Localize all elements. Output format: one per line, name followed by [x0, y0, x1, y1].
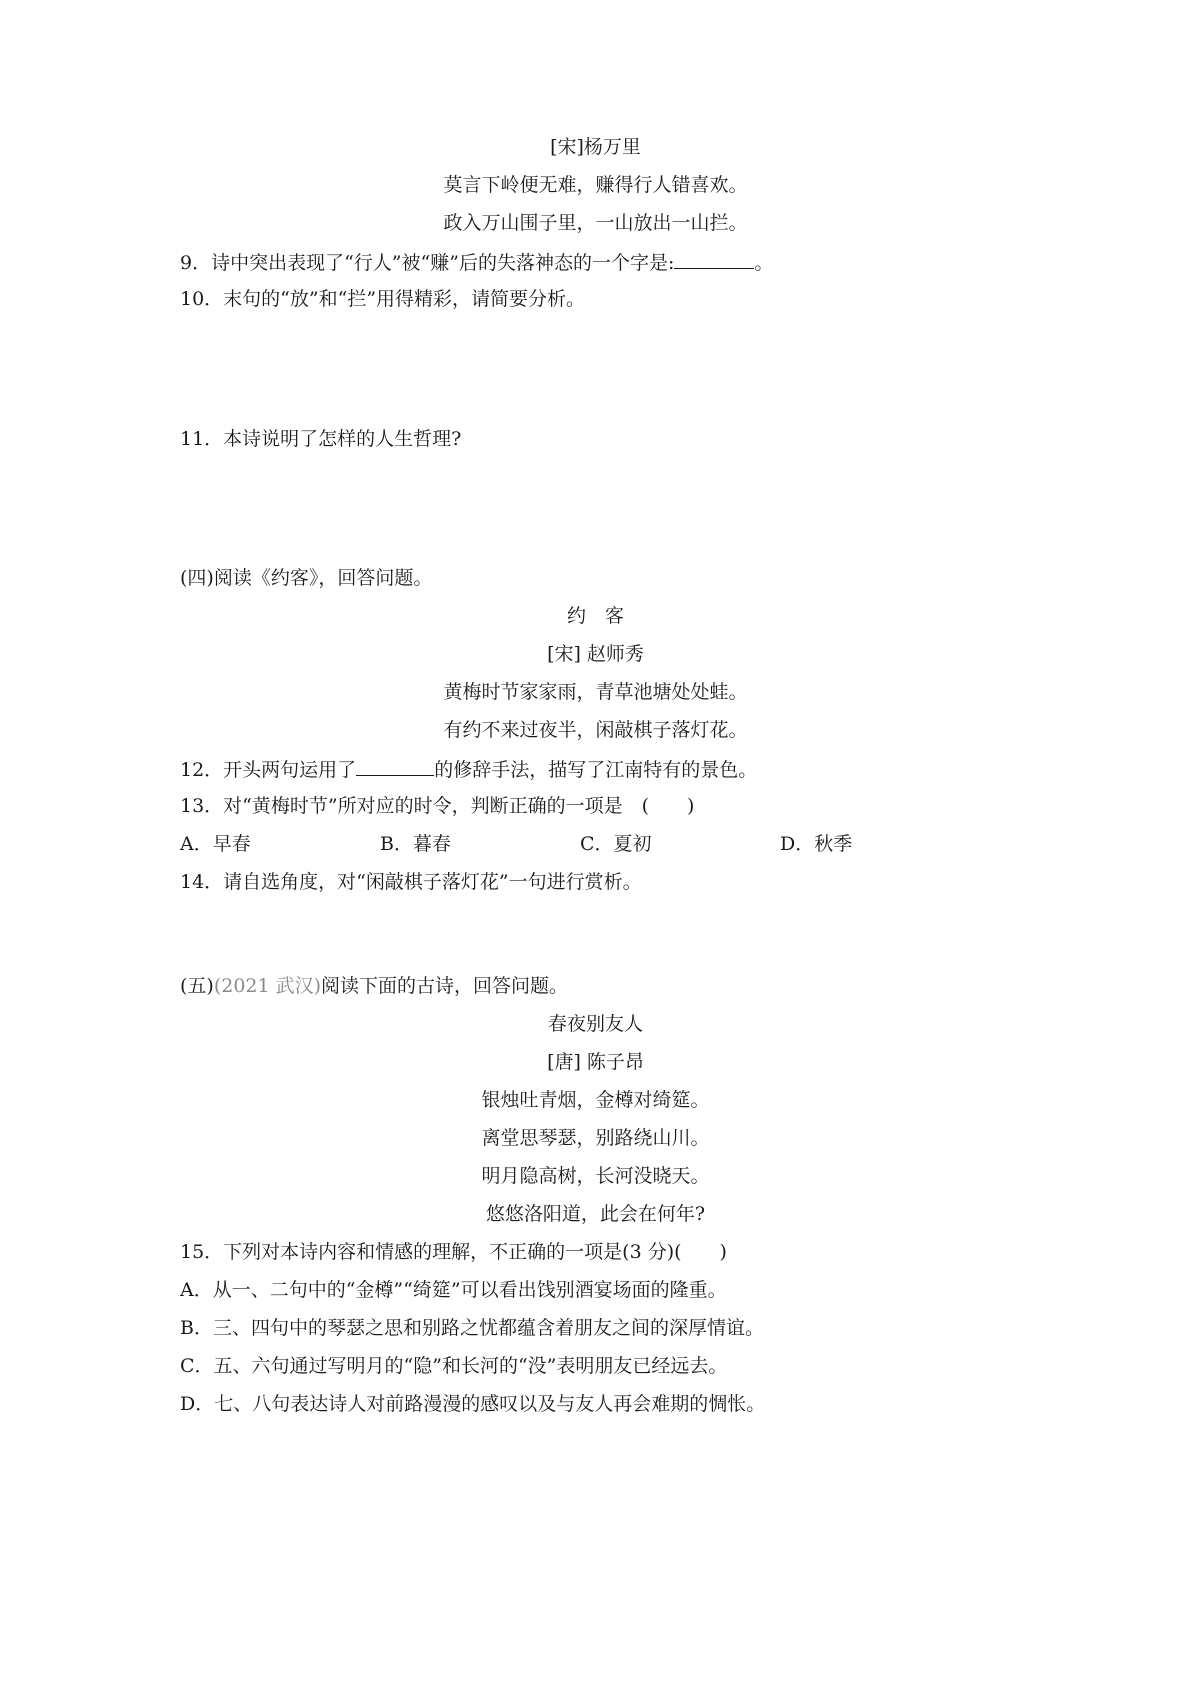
question-12-end: 的修辞手法，描写了江南特有的景色。	[434, 759, 758, 781]
section-5-poem-line-2: 离堂思琴瑟，别路绕山川。	[481, 1127, 710, 1149]
option-c[interactable]: C．五、六句通过写明月的“隐”和长河的“没”表明朋友已经远去。	[180, 1355, 728, 1377]
option-d[interactable]: D．秋季	[780, 833, 853, 855]
section-4-poem-line-1: 黄梅时节家家雨，青草池塘处处蛙。	[443, 681, 748, 703]
section-5-instruction: 阅读下面的古诗，回答问题。	[321, 975, 569, 997]
option-b[interactable]: B．暮春	[380, 833, 451, 855]
question-10: 10．末句的“放”和“拦”用得精彩，请简要分析。	[180, 288, 586, 310]
question-9-text: 9．诗中突出表现了“行人”被“赚”后的失落神态的一个字是:	[180, 252, 675, 274]
poem3-line-2: 政入万山围子里，一山放出一山拦。	[443, 212, 748, 234]
section-5-poem-line-4: 悠悠洛阳道，此会在何年?	[485, 1203, 706, 1225]
option-a[interactable]: A．早春	[180, 833, 251, 855]
question-11: 11．本诗说明了怎样的人生哲理?	[180, 428, 462, 450]
question-14: 14．请自选角度，对“闲敲棋子落灯花”一句进行赏析。	[180, 871, 642, 893]
section-5-number: (五)	[180, 975, 214, 997]
option-a[interactable]: A．从一、二句中的“金樽”“绮筵”可以看出饯别酒宴场面的隆重。	[180, 1279, 727, 1301]
option-b[interactable]: B．三、四句中的琴瑟之思和别路之忧都蕴含着朋友之间的深厚情谊。	[180, 1317, 764, 1339]
question-13: 13．对“黄梅时节”所对应的时令，判断正确的一项是 ( )	[180, 795, 695, 817]
section-5-source: (2021 武汉)	[213, 975, 322, 997]
section-5-poem-line-3: 明月隐高树，长河没晓天。	[481, 1165, 710, 1187]
section-4-poem-author: [宋] 赵师秀	[547, 643, 644, 665]
section-5-heading	[180, 974, 568, 998]
option-d[interactable]: D．七、八句表达诗人对前路漫漫的感叹以及与友人再会难期的惆怅。	[180, 1393, 766, 1415]
section-4-poem-title: 约 客	[566, 605, 624, 627]
section-4-heading: (四)阅读《约客》，回答问题。	[180, 567, 433, 589]
question-15: 15．下列对本诗内容和情感的理解，不正确的一项是(3 分)( )	[180, 1241, 727, 1263]
poem3-line-1: 莫言下岭便无难，赚得行人错喜欢。	[443, 174, 748, 196]
question-12-text: 12．开头两句运用了	[180, 759, 357, 781]
poem3-author: [宋]杨万里	[550, 136, 641, 158]
section-4-poem-line-2: 有约不来过夜半，闲敲棋子落灯花。	[443, 719, 748, 741]
answer-blank[interactable]	[674, 249, 754, 269]
option-c[interactable]: C．夏初	[580, 833, 652, 855]
section-5-poem-title: 春夜别友人	[547, 1013, 643, 1035]
section-5-poem-author: [唐] 陈子昂	[547, 1051, 644, 1073]
question-9-end: 。	[754, 252, 774, 274]
question-9	[180, 249, 773, 273]
answer-blank[interactable]	[356, 756, 434, 776]
question-12	[180, 756, 757, 780]
section-5-poem-line-1: 银烛吐青烟，金樽对绮筵。	[481, 1089, 710, 1111]
